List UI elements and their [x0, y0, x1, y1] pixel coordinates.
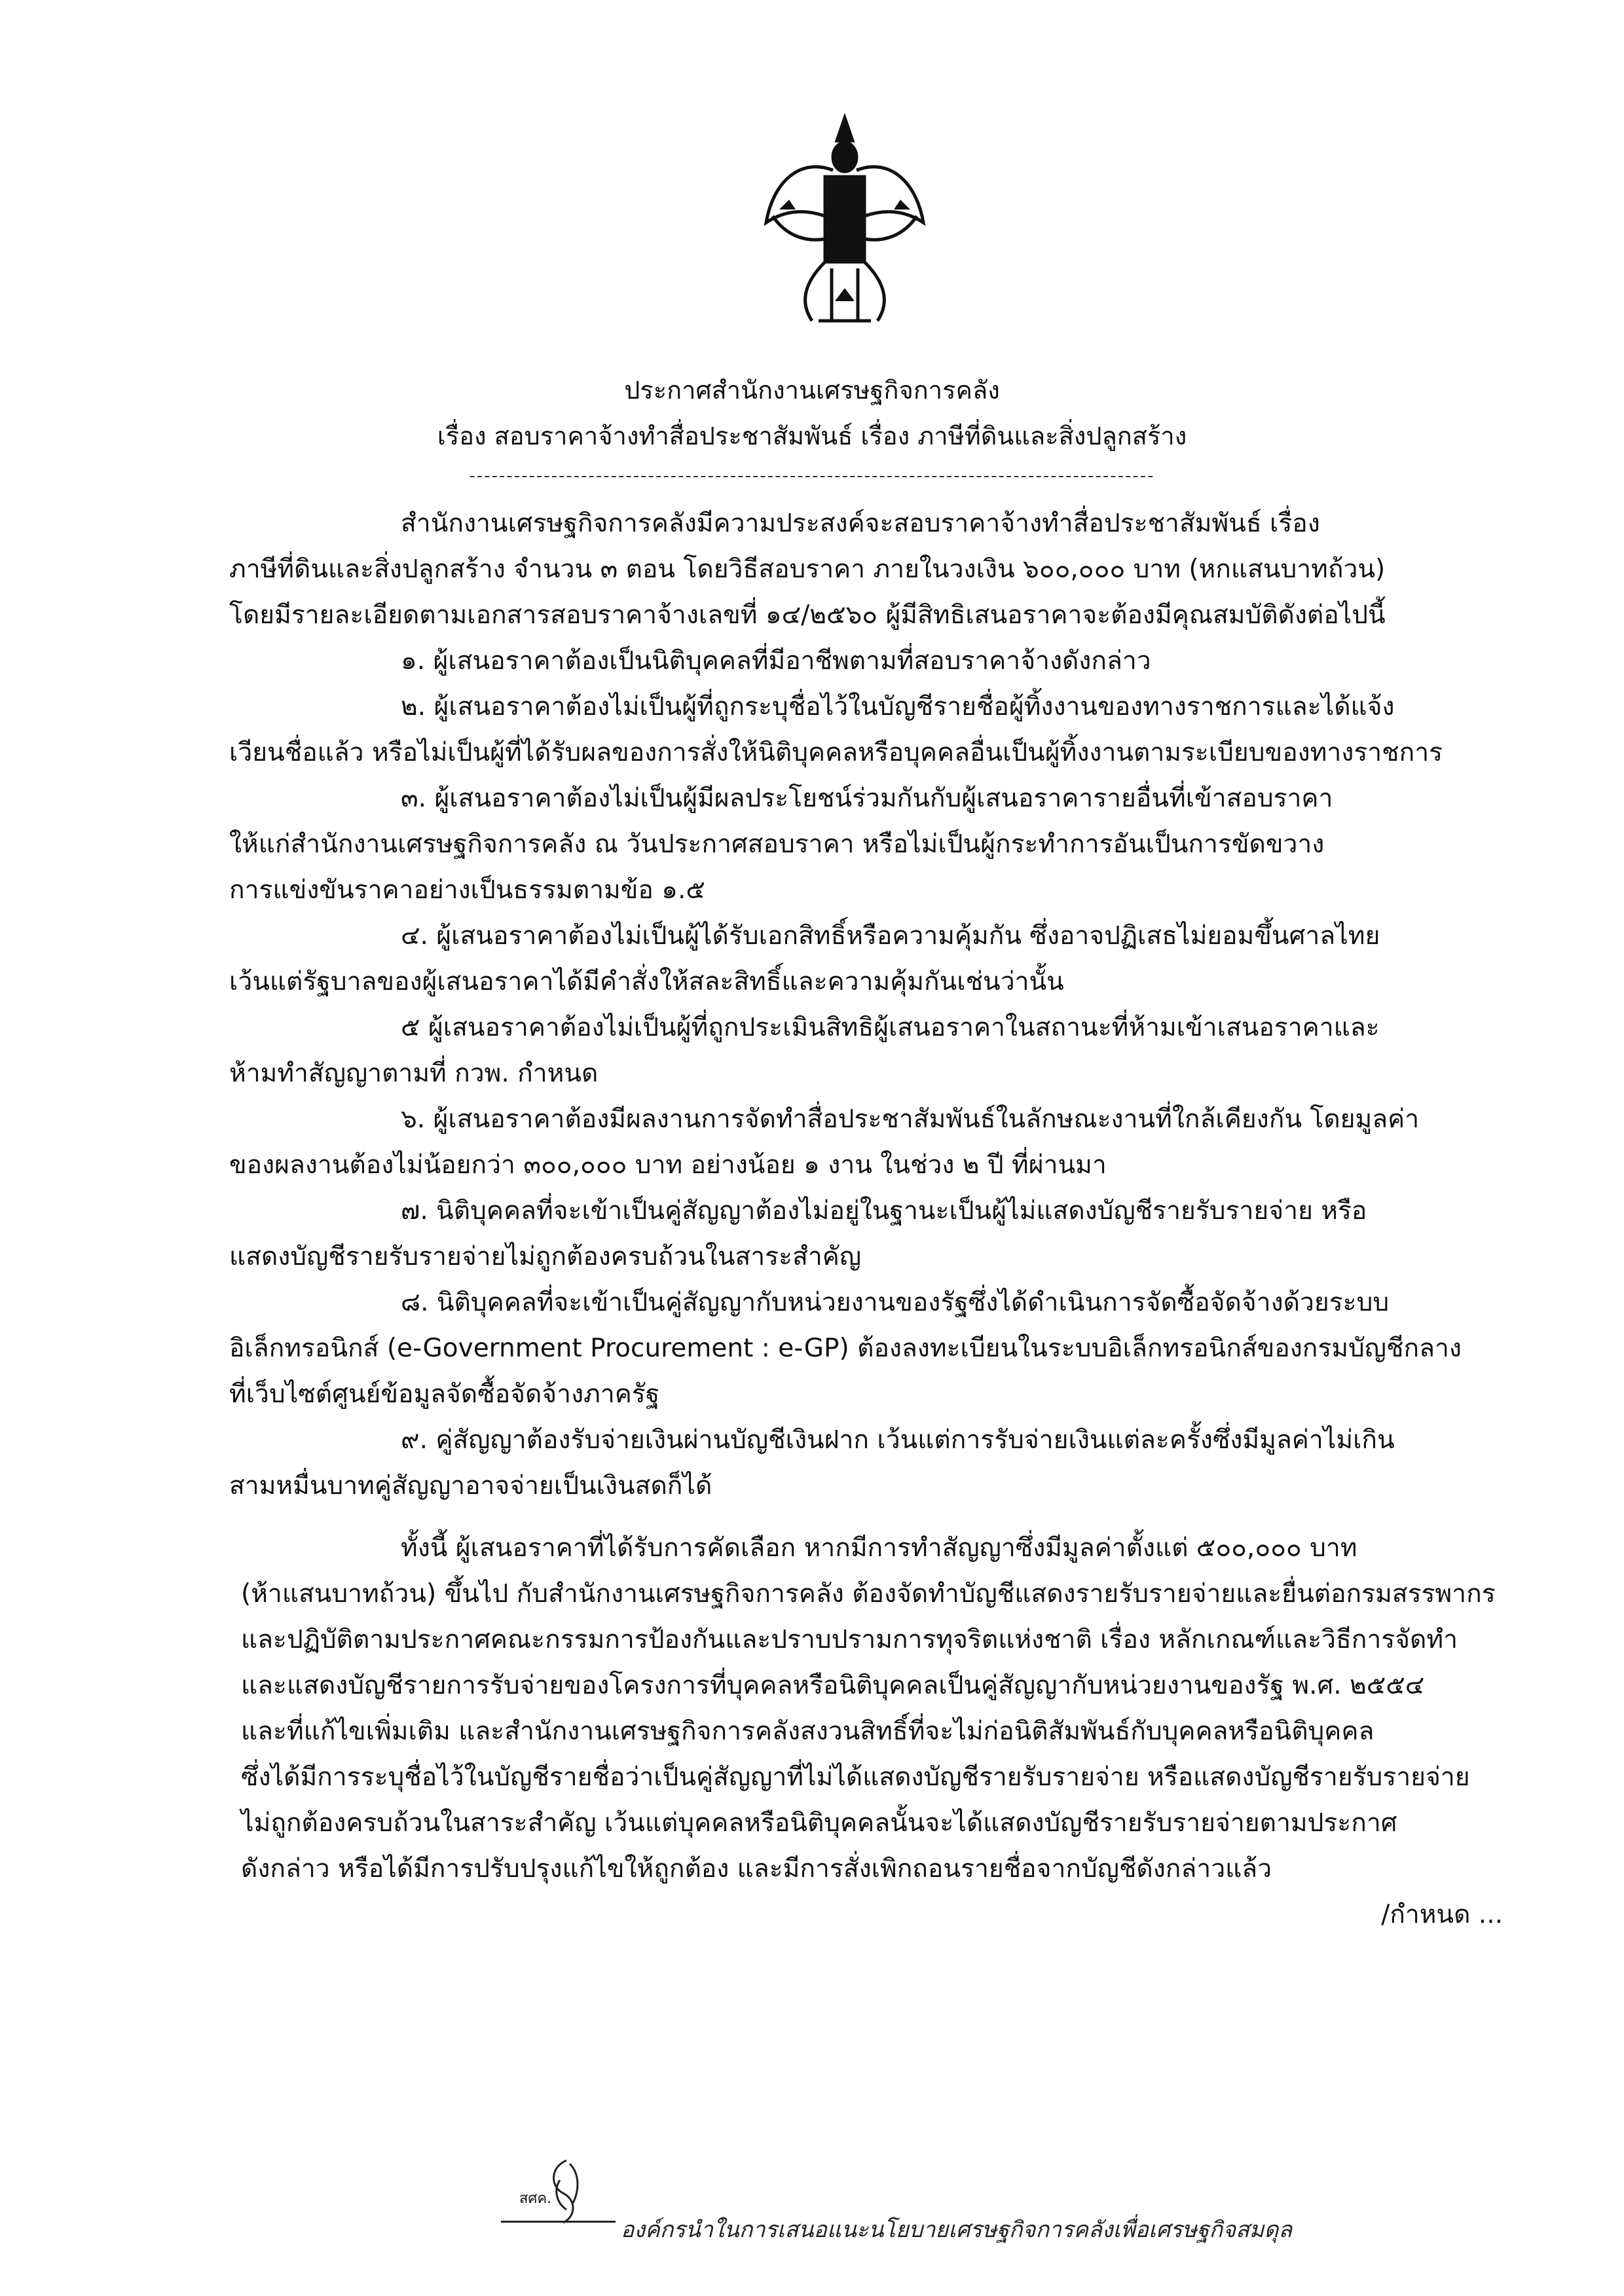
- closing-line-2: (ห้าแสนบาทถ้วน) ขึ้นไป กับสำนักงานเศรษฐกิจการคลัง ต้องจัดทำบัญชีแสดงรายรับรายจ่ายและยื่นต่อกรมสรรพากร: [241, 1579, 1496, 1609]
- item-8-line-1: ๘. นิติบุคคลที่จะเข้าเป็นคู่สัญญากับหน่วยงานของรัฐซึ่งได้ดำเนินการจัดซื้อจัดจ้างด้วยระบบ: [401, 1288, 1390, 1317]
- item-4-line-1: ๔. ผู้เสนอราคาต้องไม่เป็นผู้ได้รับเอกสิทธิ์หรือความคุ้มกัน ซึ่งอาจปฏิเสธไม่ยอมขึ้นศาลไทย: [401, 921, 1380, 951]
- item-3-line-3: การแข่งขันราคาอย่างเป็นธรรมตามข้อ ๑.๕: [229, 875, 705, 905]
- intro-line-2: ภาษีที่ดินและสิ่งปลูกสร้าง จำนวน ๓ ตอน โดยวิธีสอบราคา ภายในวงเงิน ๖๐๐,๐๐๐ บาท (หกแสนบาทถ้วน): [229, 555, 1386, 584]
- closing-line-1: ทั้งนี้ ผู้เสนอราคาที่ได้รับการคัดเลือก หากมีการทำสัญญาซึ่งมีมูลค่าตั้งแต่ ๕๐๐,๐๐๐ บาท: [401, 1533, 1357, 1563]
- item-8-line-2: อิเล็กทรอนิกส์ (e-Government Procurement : e-GP) ต้องลงทะเบียนในระบบอิเล็กทรอนิกส์ของกรมบัญชีกลาง: [229, 1334, 1462, 1363]
- closing-line-4: และแสดงบัญชีรายการรับจ่ายของโครงการที่บุคคลหรือนิติบุคคลเป็นคู่สัญญากับหน่วยงานของรัฐ พ.ศ. ๒๕๕๔: [241, 1671, 1425, 1700]
- announcement-subject: เรื่อง สอบราคาจ้างทำสื่อประชาสัมพันธ์ เรื่อง ภาษีที่ดินและสิ่งปลูกสร้าง: [437, 422, 1187, 450]
- item-7-line-2: แสดงบัญชีรายรับรายจ่ายไม่ถูกต้องครบถ้วนในสาระสำคัญ: [229, 1242, 862, 1271]
- announcement-title: ประกาศสำนักงานเศรษฐกิจการคลัง: [624, 376, 1000, 405]
- item-6-line-1: ๖. ผู้เสนอราคาต้องมีผลงานการจัดทำสื่อประชาสัมพันธ์ในลักษณะงานที่ใกล้เคียงกัน โดยมูลค่า: [401, 1104, 1420, 1134]
- closing-line-7: ไม่ถูกต้องครบถ้วนในสาระสำคัญ เว้นแต่บุคคลหรือนิติบุคคลนั้นจะได้แสดงบัญชีรายรับรายจ่ายตามประกาศ: [241, 1808, 1397, 1838]
- item-7-line-1: ๗. นิติบุคคลที่จะเข้าเป็นคู่สัญญาต้องไม่อยู่ในฐานะเป็นผู้ไม่แสดงบัญชีรายรับรายจ่าย หรือ: [401, 1196, 1367, 1226]
- footer-rule: [501, 2221, 616, 2223]
- garuda-emblem-icon: [760, 111, 930, 334]
- item-2-line-2: เวียนชื่อแล้ว หรือไม่เป็นผู้ที่ได้รับผลของการสั่งให้นิติบุคคลหรือบุคคลอื่นเป็นผู้ทิ้งงานตามระเบียบของทางราชการ: [229, 738, 1443, 767]
- item-3-line-1: ๓. ผู้เสนอราคาต้องไม่เป็นผู้มีผลประโยชน์ร่วมกันกับผู้เสนอราคารายอื่นที่เข้าสอบราคา: [401, 784, 1333, 813]
- item-5-line-2: ห้ามทำสัญญาตามที่ กวพ. กำหนด: [229, 1059, 599, 1088]
- item-5-line-1: ๕ ผู้เสนอราคาต้องไม่เป็นผู้ที่ถูกประเมินสิทธิผู้เสนอราคาในสถานะที่ห้ามเข้าเสนอราคาและ: [401, 1013, 1380, 1042]
- closing-line-3: และปฏิบัติตามประกาศคณะกรรมการป้องกันและปราบปรามการทุจริตแห่งชาติ เรื่อง หลักเกณฑ์และวิธีการจัดทำ: [241, 1625, 1458, 1654]
- item-8-line-3: ที่เว็บไซต์ศูนย์ข้อมูลจัดซื้อจัดจ้างภาครัฐ: [229, 1379, 660, 1409]
- item-6-line-2: ของผลงานต้องไม่น้อยกว่า ๓๐๐,๐๐๐ บาท อย่างน้อย ๑ งาน ในช่วง ๒ ปี ที่ผ่านมา: [229, 1150, 1107, 1180]
- item-2-line-1: ๒. ผู้เสนอราคาต้องไม่เป็นผู้ที่ถูกระบุชื่อไว้ในบัญชีรายชื่อผู้ทิ้งงานของทางราชการและได้แจ้ง: [401, 692, 1395, 721]
- item-9-line-1: ๙. คู่สัญญาต้องรับจ่ายเงินผ่านบัญชีเงินฝาก เว้นแต่การรับจ่ายเงินแต่ละครั้งซึ่งมีมูลค่าไม่เกิน: [401, 1425, 1395, 1455]
- closing-line-5: และที่แก้ไขเพิ่มเติม และสำนักงานเศรษฐกิจการคลังสงวนสิทธิ์ที่จะไม่ก่อนิติสัมพันธ์กับบุคคลหรือนิติบุคคล: [241, 1717, 1375, 1746]
- intro-line-3: โดยมีรายละเอียดตามเอกสารสอบราคาจ้างเลขที่ ๑๔/๒๕๖๐ ผู้มีสิทธิเสนอราคาจะต้องมีคุณสมบัติดังต่อไปนี้: [229, 600, 1386, 630]
- divider: --------------------------------------------------------------------------------------------: [469, 466, 1155, 486]
- item-3-line-2: ให้แก่สำนักงานเศรษฐกิจการคลัง ณ วันประกาศสอบราคา หรือไม่เป็นผู้กระทำการอันเป็นการขัดขวาง: [229, 829, 1325, 859]
- intro-line-1: สำนักงานเศรษฐกิจการคลังมีความประสงค์จะสอบราคาจ้างทำสื่อประชาสัมพันธ์ เรื่อง: [401, 509, 1320, 538]
- continued-marker: /กำหนด ...: [1381, 1900, 1503, 1929]
- footer-abbreviation: สศค.: [519, 2191, 552, 2207]
- item-9-line-2: สามหมื่นบาทคู่สัญญาอาจจ่ายเป็นเงินสดก็ได้: [229, 1471, 712, 1501]
- item-4-line-2: เว้นแต่รัฐบาลของผู้เสนอราคาได้มีคำสั่งให้สละสิทธิ์และความคุ้มกันเช่นว่านั้น: [229, 967, 1064, 996]
- footer-slogan: องค์กรนำในการเสนอแนะนโยบายเศรษฐกิจการคลังเพื่อเศรษฐกิจสมดุล: [621, 2217, 1293, 2243]
- closing-line-8: ดังกล่าว หรือได้มีการปรับปรุงแก้ไขให้ถูกต้อง และมีการสั่งเพิกถอนรายชื่อจากบัญชีดังกล่าวแล้ว: [241, 1854, 1272, 1884]
- closing-line-6: ซึ่งได้มีการระบุชื่อไว้ในบัญชีรายชื่อว่าเป็นคู่สัญญาที่ไม่ได้แสดงบัญชีรายรับรายจ่าย หรือแสดงบัญชีรายรับรายจ่าย: [241, 1762, 1470, 1792]
- item-1: ๑. ผู้เสนอราคาต้องเป็นนิติบุคคลที่มีอาชีพตามที่สอบราคาจ้างดังกล่าว: [401, 646, 1151, 676]
